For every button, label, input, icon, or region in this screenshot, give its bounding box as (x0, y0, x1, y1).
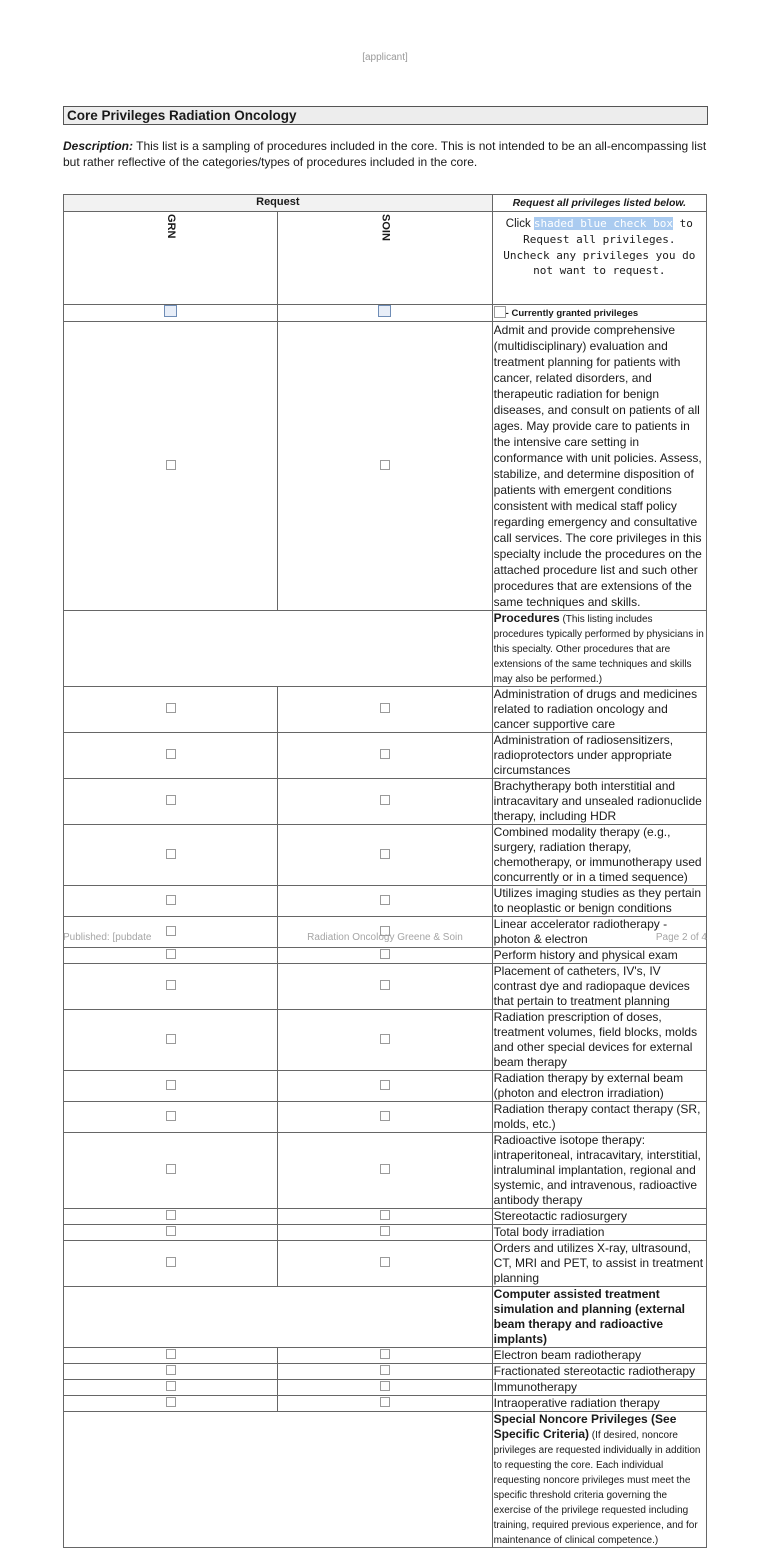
click-suffix: to Request all privileges. (523, 217, 693, 246)
table-row (64, 1071, 707, 1102)
table-row (64, 1010, 707, 1071)
grn-checkbox[interactable] (166, 1397, 176, 1407)
table-row (64, 1102, 707, 1133)
soin-checkbox[interactable] (380, 1111, 390, 1121)
soin-checkbox[interactable] (380, 1226, 390, 1236)
grn-checkbox[interactable] (166, 1381, 176, 1391)
soin-checkbox[interactable] (380, 1365, 390, 1375)
grn-checkbox[interactable] (166, 1080, 176, 1090)
soin-checkbox[interactable] (380, 949, 390, 959)
privileges-table (63, 194, 707, 1548)
table-row (64, 687, 707, 733)
special-heading (492, 1412, 706, 1548)
soin-checkbox[interactable] (380, 1034, 390, 1044)
procedure-item: Orders and utilizes X-ray, ultrasound, CT, MRI and PET, to assist in treatment planning (492, 1241, 706, 1287)
soin-request-all-checkbox[interactable] (378, 305, 391, 317)
table-row (64, 1380, 707, 1396)
grn-checkbox[interactable] (166, 795, 176, 805)
footer-page: Page 2 of 4 (655, 932, 707, 943)
core-description: Admit and provide comprehensive (multidisciplinary) evaluation and treatment planning for patients with cancer, related disorders, and therapeutic radiation for benign diseases, and consult on patients of all ages. May provide care to patients in the intensive care setting in conformance with unit policies. Assess, stabilize, and determine disposition of patients with emergent conditions consistent with medical staff policy regarding emergency and consultative call services. The core privileges in this specialty include the procedures on the attached procedure list and such other procedures that are extensions of the same techniques and skills. (492, 322, 706, 611)
soin-checkbox[interactable] (380, 1164, 390, 1174)
soin-checkbox[interactable] (380, 795, 390, 805)
procedure-item: Total body irradiation (492, 1225, 706, 1241)
instructions (492, 212, 706, 305)
grn-core-checkbox[interactable] (166, 460, 176, 470)
table-row (64, 1396, 707, 1412)
procedure-item: Intraoperative radiation therapy (492, 1396, 706, 1412)
table-row (64, 825, 707, 886)
grn-checkbox[interactable] (166, 1210, 176, 1220)
special-label: Special Noncore Privileges (See Specific Criteria) (493, 1412, 677, 1441)
soin-checkbox[interactable] (380, 1210, 390, 1220)
applicant-header: [applicant] (362, 52, 408, 63)
table-row (64, 1209, 707, 1225)
table-row (64, 1348, 707, 1364)
click-prefix: Click (505, 218, 534, 230)
procedure-item: Administration of radiosensitizers, radioprotectors under appropriate circumstances (492, 733, 706, 779)
soin-checkbox[interactable] (380, 1080, 390, 1090)
legend-text: - Currently granted privileges (505, 307, 639, 319)
procedure-item: Perform history and physical exam (492, 948, 706, 964)
table-row (64, 964, 707, 1010)
procedures-heading (492, 611, 706, 687)
legend-checkbox-icon (494, 306, 506, 318)
soin-checkbox[interactable] (380, 1397, 390, 1407)
grn-checkbox[interactable] (166, 1349, 176, 1359)
table-row (64, 733, 707, 779)
soin-column-header: SOIN (379, 214, 392, 241)
grn-checkbox[interactable] (166, 1257, 176, 1267)
procedure-item: Utilizes imaging studies as they pertain to neoplastic or benign conditions (492, 886, 706, 917)
procedure-item: Radiation therapy contact therapy (SR, molds, etc.) (492, 1102, 706, 1133)
procedure-item: Immunotherapy (492, 1380, 706, 1396)
soin-checkbox[interactable] (380, 703, 390, 713)
procedure-item: Fractionated stereotactic radiotherapy (492, 1364, 706, 1380)
description (63, 138, 713, 170)
table-row (64, 948, 707, 964)
grn-column-header: GRN (165, 214, 178, 239)
footer-title: Radiation Oncology Greene & Soin (307, 932, 463, 943)
soin-checkbox[interactable] (380, 980, 390, 990)
procedure-item: Electron beam radiotherapy (492, 1348, 706, 1364)
soin-checkbox[interactable] (380, 1257, 390, 1267)
grn-checkbox[interactable] (166, 1111, 176, 1121)
soin-checkbox[interactable] (380, 849, 390, 859)
grn-checkbox[interactable] (166, 1034, 176, 1044)
procedure-item: Combined modality therapy (e.g., surgery, radiation therapy, chemotherapy, or immunotherapy used concurrently or in a timed sequence) (492, 825, 706, 886)
footer-published: Published: [pubdate (63, 932, 152, 943)
table-row (64, 886, 707, 917)
procedures-note: (This listing includes procedures typically performed by physicians in this specialty. Other procedures that are extensions of the same techniques and skills may also be performed.) (493, 614, 704, 685)
click-highlight: shaded blue check box (533, 217, 673, 230)
grn-checkbox[interactable] (166, 1365, 176, 1375)
request-all-header: Request all privileges listed below. (492, 195, 706, 212)
request-header: Request (64, 195, 493, 212)
grn-checkbox[interactable] (166, 849, 176, 859)
grn-checkbox[interactable] (166, 980, 176, 990)
soin-checkbox[interactable] (380, 1349, 390, 1359)
table-row (64, 1225, 707, 1241)
grn-checkbox[interactable] (166, 1164, 176, 1174)
procedure-item: Placement of catheters, IV's, IV contrast dye and radiopaque devices that pertain to treatment planning (492, 964, 706, 1010)
computer-heading: Computer assisted treatment simulation and planning (external beam therapy and radioactive implants) (492, 1287, 706, 1348)
soin-checkbox[interactable] (380, 1381, 390, 1391)
procedure-item: Brachytherapy both interstitial and intracavitary and unsealed radionuclide therapy, including HDR (492, 779, 706, 825)
table-row (64, 1364, 707, 1380)
table-row (64, 1241, 707, 1287)
soin-core-checkbox[interactable] (380, 460, 390, 470)
procedure-item: Radioactive isotope therapy: intraperitoneal, intracavitary, interstitial, intraluminal implantation, regional and systemic, and intravenous, radioactive antibody therapy (492, 1133, 706, 1209)
grn-checkbox[interactable] (166, 1226, 176, 1236)
description-text: This list is a sampling of procedures included in the core. This is not intended to be an all-encompassing list but rather reflective of the categories/types of procedures included in the core. (63, 139, 707, 169)
procedures-label: Procedures (493, 611, 560, 625)
procedure-item: Stereotactic radiosurgery (492, 1209, 706, 1225)
procedure-item: Radiation therapy by external beam (photon and electron irradiation) (492, 1071, 706, 1102)
section-title: Core Privileges Radiation Oncology (63, 106, 708, 125)
grn-checkbox[interactable] (166, 703, 176, 713)
uncheck-line: Uncheck any privileges you do not want to request. (503, 249, 696, 277)
procedure-item: Administration of drugs and medicines related to radiation oncology and cancer supportive care (492, 687, 706, 733)
special-note: (If desired, noncore privileges are requested individually in addition to requesting the core. Each individual requesting noncore privileges must meet the specific threshold criteria governing the exercise of the privilege requested including training, required previous experience, and for maintenance of clinical competence.) (493, 1430, 701, 1546)
procedure-item: Radiation prescription of doses, treatment volumes, field blocks, molds and other special devices for external beam therapy (492, 1010, 706, 1071)
grn-request-all-checkbox[interactable] (164, 305, 177, 317)
soin-checkbox[interactable] (380, 895, 390, 905)
table-row (64, 779, 707, 825)
grn-checkbox[interactable] (166, 749, 176, 759)
description-label: Description: (63, 139, 134, 153)
soin-checkbox[interactable] (380, 749, 390, 759)
grn-checkbox[interactable] (166, 949, 176, 959)
grn-checkbox[interactable] (166, 895, 176, 905)
procedure-item: Linear accelerator radiotherapy - photon & electron (492, 917, 706, 948)
legend (492, 305, 706, 322)
table-row (64, 1133, 707, 1209)
